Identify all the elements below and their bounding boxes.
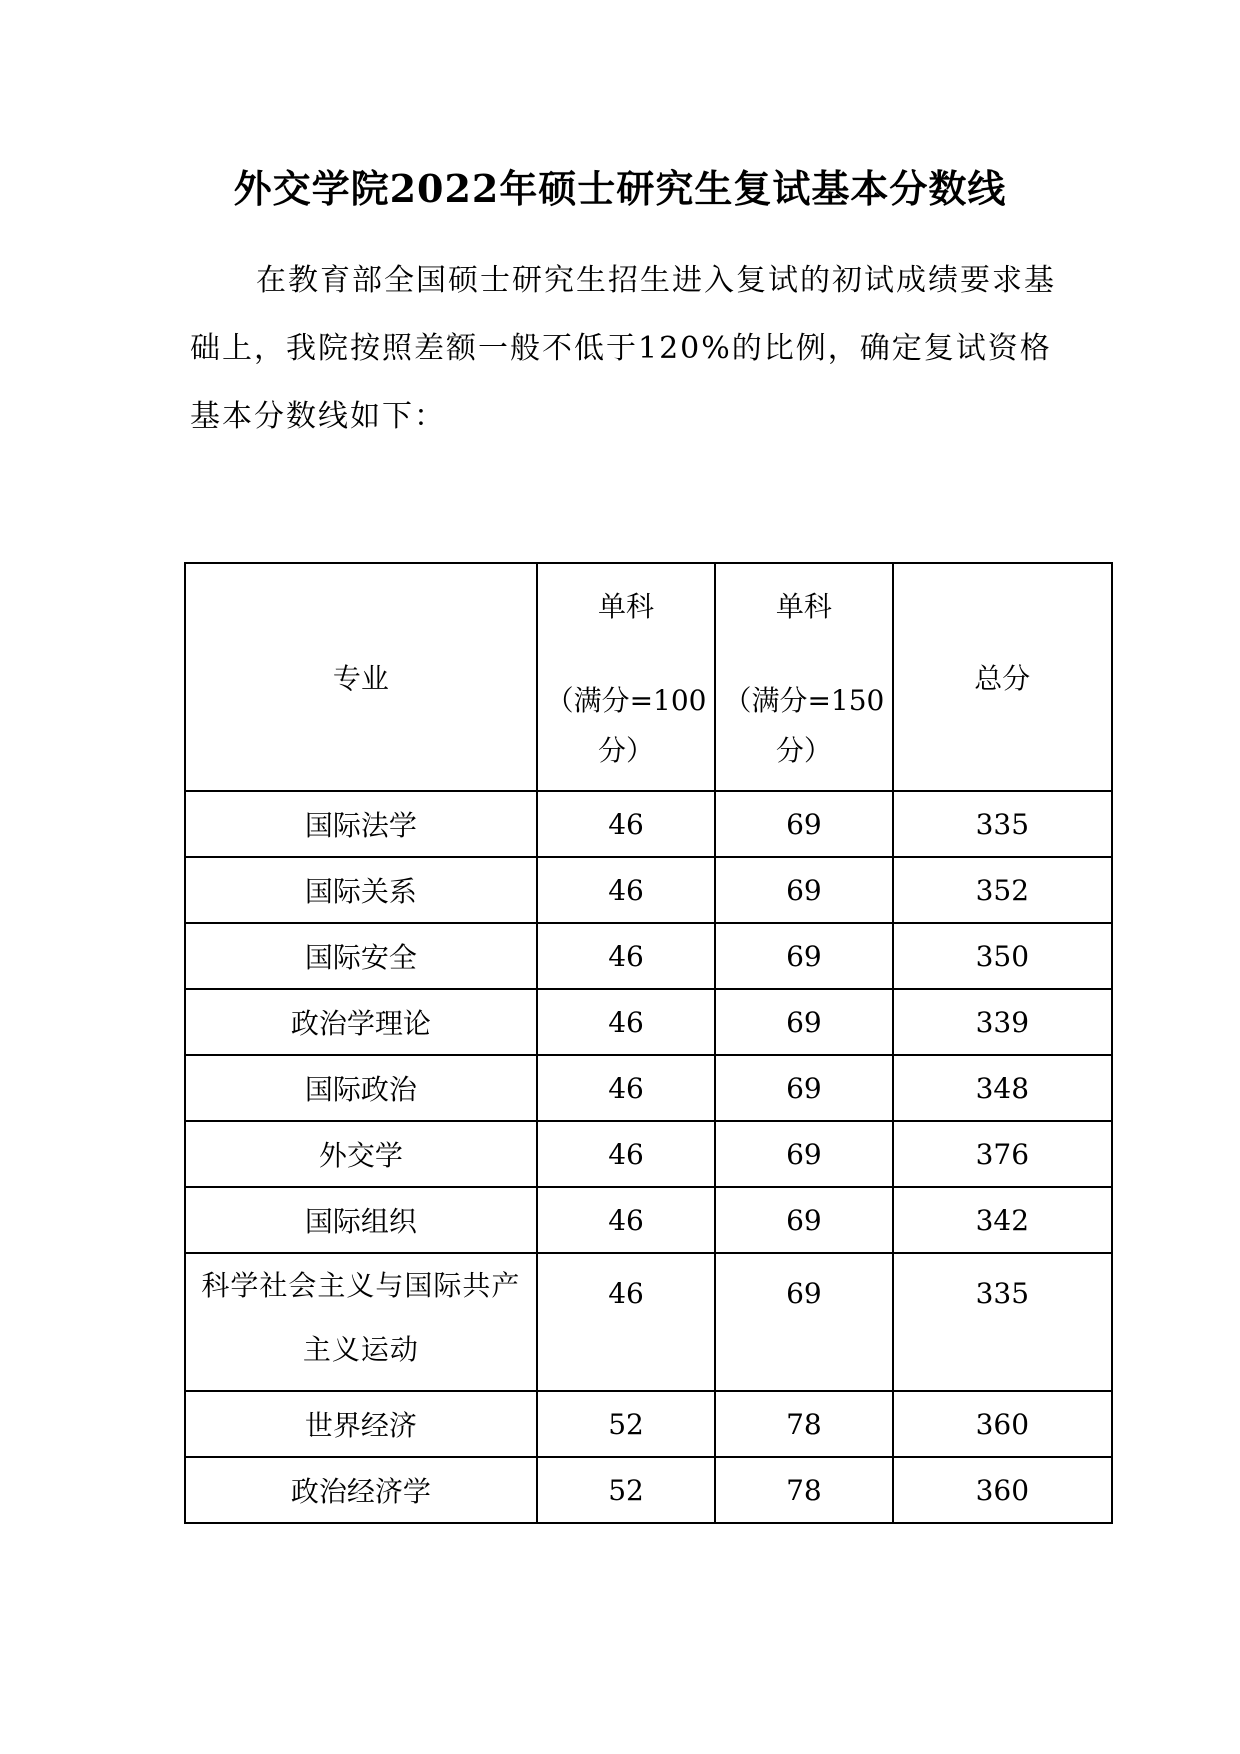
cell-major: 外交学 [185,1121,537,1187]
score-table [184,562,1113,1524]
cell-single-150: 69 [715,1187,892,1253]
cell-single-150: 69 [715,1055,892,1121]
cell-total: 350 [893,923,1112,989]
header-total-label: 总分 [974,662,1031,695]
cell-single-100: 46 [537,1253,715,1391]
cell-major: 国际法学 [185,791,537,857]
header-major-label: 专业 [332,662,389,695]
table-row [185,1457,1112,1523]
cell-single-100: 46 [537,923,715,989]
cell-single-150: 78 [715,1391,892,1457]
cell-single-100: 46 [537,1121,715,1187]
table-row [185,1253,1112,1391]
cell-single-150: 69 [715,989,892,1055]
cell-single-150: 69 [715,791,892,857]
header-total [893,563,1112,791]
header-single-150-sub: （满分=150分） [723,684,885,767]
cell-single-100: 52 [537,1457,715,1523]
cell-single-150: 69 [715,857,892,923]
cell-single-100: 46 [537,1055,715,1121]
cell-total: 376 [893,1121,1112,1187]
cell-total: 335 [893,1253,1112,1391]
table-row [185,989,1112,1055]
header-single-100 [537,563,715,791]
cell-total: 352 [893,857,1112,923]
cell-total: 335 [893,791,1112,857]
intro-paragraph: 在教育部全国硕士研究生招生进入复试的初试成绩要求基础上，我院按照差额一般不低于120%的比例，确定复试资格基本分数线如下： [190,263,1056,434]
table-row [185,791,1112,857]
table-row [185,1187,1112,1253]
table-row [185,857,1112,923]
cell-major: 国际政治 [185,1055,537,1121]
cell-single-150: 69 [715,923,892,989]
header-single-100-top: 单科 [598,590,655,623]
page-title: 外交学院2022年硕士研究生复试基本分数线 [233,166,1007,211]
cell-major: 政治经济学 [185,1457,537,1523]
table-row [185,1055,1112,1121]
table-body [185,791,1112,1523]
table-row [185,1391,1112,1457]
cell-single-150: 78 [715,1457,892,1523]
cell-single-100: 46 [537,791,715,857]
cell-total: 360 [893,1391,1112,1457]
cell-major: 世界经济 [185,1391,537,1457]
header-single-150-top: 单科 [775,590,832,623]
header-major [185,563,537,791]
cell-major [185,1253,537,1391]
cell-single-100: 52 [537,1391,715,1457]
cell-total: 339 [893,989,1112,1055]
header-single-150 [715,563,892,791]
cell-major: 国际安全 [185,923,537,989]
table-header [185,563,1112,791]
cell-major: 国际关系 [185,857,537,923]
cell-total: 348 [893,1055,1112,1121]
cell-single-150: 69 [715,1121,892,1187]
cell-single-100: 46 [537,989,715,1055]
header-single-100-sub: （满分=100分） [545,684,707,767]
cell-total: 342 [893,1187,1112,1253]
cell-single-150: 69 [715,1253,892,1391]
cell-major: 政治学理论 [185,989,537,1055]
cell-major: 国际组织 [185,1187,537,1253]
cell-major-text: 科学社会主义与国际共产主义运动 [201,1269,521,1366]
cell-single-100: 46 [537,1187,715,1253]
header-row [185,563,1112,791]
cell-total: 360 [893,1457,1112,1523]
cell-single-100: 46 [537,857,715,923]
table-row [185,1121,1112,1187]
table-row [185,923,1112,989]
